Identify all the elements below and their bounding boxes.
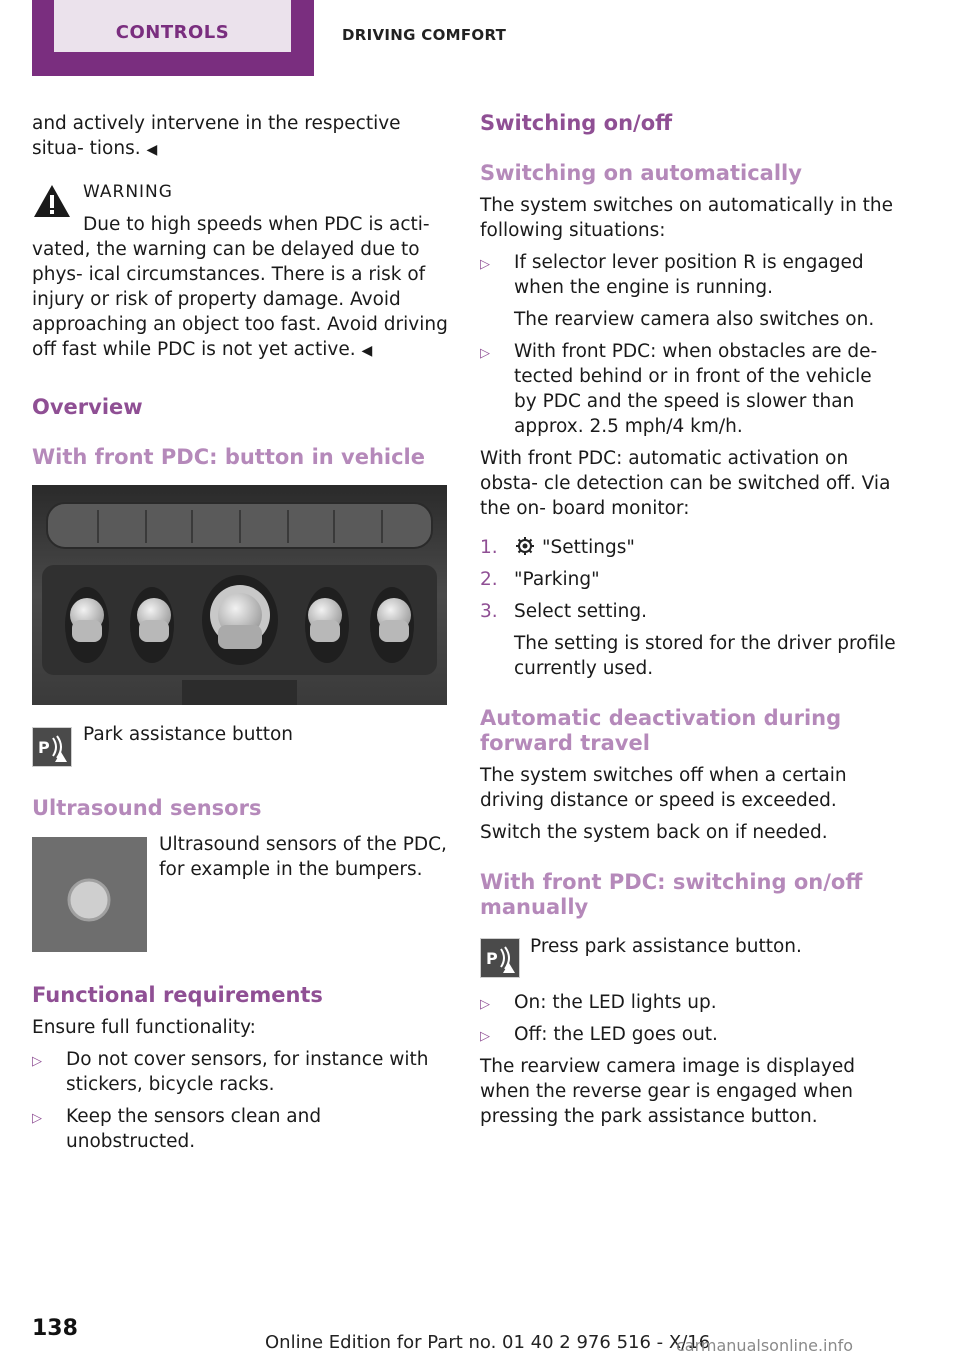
- warning-first-line: Due to high speeds when PDC is acti‐: [83, 214, 430, 235]
- end-mark: ◀: [146, 142, 158, 158]
- auto-intro: The system switches on automatically in the following situations:: [480, 195, 894, 241]
- list-item: ▷ Off: the LED goes out.: [480, 1022, 900, 1047]
- deactivation-text: The system switches off when a certain driving distance or speed is exceeded.: [480, 765, 847, 811]
- page-number: 138: [32, 1316, 78, 1341]
- list-item: ▷ If selector lever position R is engaged when the engine is running.: [480, 252, 864, 298]
- warning-text: vated, the warning can be delayed due to phys‐ ical circumstances. There is a risk of injury or risk of property damage. Avoid approaching an object too fast. Avoid driving off fast while PDC is not yet active.: [32, 239, 448, 360]
- ultrasound-text: Ultrasound sensors of the PDC, for example in the bumpers.: [159, 834, 447, 880]
- end-mark: ◀: [361, 343, 373, 359]
- list-item: ▷ With front PDC: when obstacles are de‐ tected behind or in front of the vehicle by PDC and the speed is slower than approx. 2.5 mph/4 km/h.: [480, 341, 878, 437]
- bullet-triangle-icon: ▷: [32, 1111, 42, 1126]
- watermark[interactable]: carmanualsonline.info: [676, 1336, 854, 1355]
- dashboard-switches-illustration: [32, 485, 447, 705]
- bullet-triangle-icon: ▷: [480, 997, 490, 1012]
- list-item: ▷ Keep the sensors clean and unobstructed.: [32, 1106, 322, 1152]
- bullet-triangle-icon: ▷: [32, 1054, 42, 1069]
- ultrasound-heading: Ultrasound sensors: [32, 796, 262, 820]
- chapter-title: CONTROLS: [115, 22, 230, 43]
- bullet-triangle-icon: ▷: [480, 346, 490, 361]
- overview-heading: Overview: [32, 395, 143, 419]
- manual-text: Press park assistance button.: [530, 936, 802, 957]
- manual-bullets: [480, 990, 900, 1136]
- list-item: ▷ Do not cover sensors, for instance with stickers, bicycle racks.: [32, 1049, 429, 1095]
- svg-text:P: P: [486, 949, 498, 968]
- warning-body: [32, 237, 452, 371]
- functional-requirements-intro: Ensure full functionality:: [32, 1017, 256, 1038]
- bullet-triangle-icon: ▷: [480, 1029, 490, 1044]
- switching-heading: Switching on/off: [480, 111, 673, 135]
- camera-text: The rearview camera image is displayed when the reverse gear is engaged when pressing the park assistance button.: [480, 1056, 856, 1127]
- manual-heading: With front PDC: switching on/off manually: [480, 870, 863, 919]
- ultrasound-sensor-image: [32, 837, 147, 952]
- edition-line: Online Edition for Part no. 01 40 2 976 516 - X/16: [265, 1332, 711, 1353]
- section-title: DRIVING COMFORT: [342, 26, 507, 44]
- step-item: 2. "Parking": [480, 569, 600, 590]
- functional-requirements-heading: Functional requirements: [32, 983, 323, 1007]
- right-column: [480, 111, 900, 920]
- step-note: The setting is stored for the driver profile currently used.: [514, 633, 896, 679]
- step-item: 3. Select setting.: [480, 601, 647, 622]
- deactivation-heading: Automatic deactivation during forward travel: [480, 706, 842, 755]
- park-assist-icon: [32, 727, 72, 767]
- park-assist-caption: Park assistance button: [83, 724, 294, 745]
- warning-header: [83, 180, 453, 237]
- auto-detect-text: With front PDC: automatic activation on obsta‐ cle detection can be switched off. Via the on‐ board monitor:: [480, 448, 891, 519]
- front-pdc-heading: With front PDC: button in vehicle: [32, 445, 426, 469]
- bullet-triangle-icon: ▷: [480, 257, 490, 272]
- overview-section: [32, 395, 452, 420]
- intro-text: and actively intervene in the respective situa‐ tions. ◀: [32, 113, 401, 159]
- auto-heading: Switching on automatically: [480, 161, 802, 185]
- park-assist-icon: [480, 938, 520, 978]
- deactivation-text-2: Switch the system back on if needed.: [480, 822, 828, 843]
- step-item: 1. "Settings": [480, 537, 635, 558]
- functional-requirements: [32, 983, 452, 1161]
- left-column-top: [32, 111, 452, 170]
- svg-text:P: P: [38, 738, 50, 757]
- warning-title: WARNING: [83, 182, 173, 202]
- list-item-note: The rearview camera also switches on.: [514, 309, 875, 330]
- settings-gear-icon: [514, 536, 536, 556]
- pdc-button-photo: [32, 485, 447, 705]
- list-item: ▷ On: the LED lights up.: [480, 990, 900, 1015]
- warning-triangle-icon: [32, 183, 72, 219]
